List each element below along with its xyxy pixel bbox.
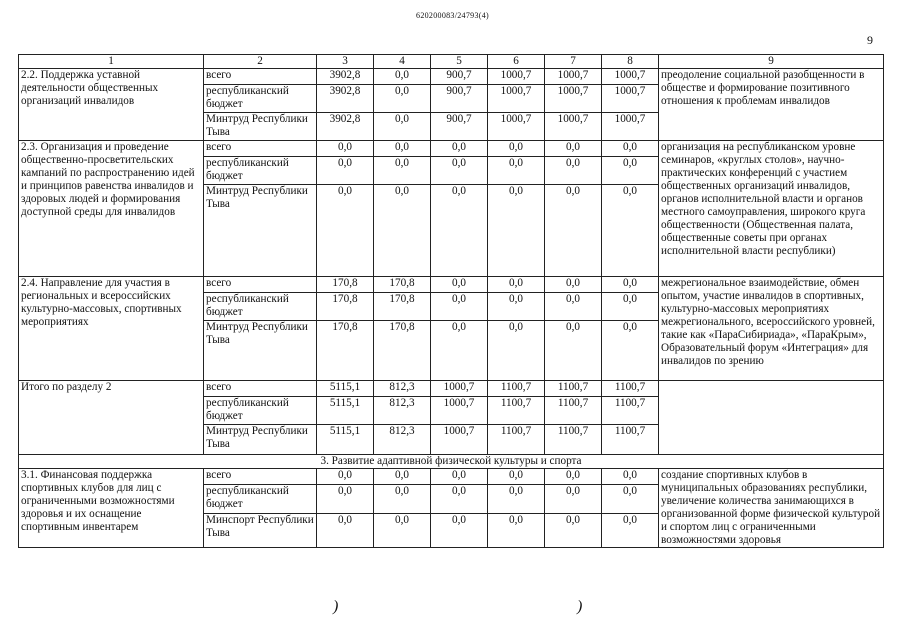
column-number: 3 bbox=[317, 55, 374, 69]
amount-cell: 3902,8 bbox=[317, 85, 374, 113]
table-row bbox=[19, 69, 884, 85]
amount-cell: 0,0 bbox=[374, 85, 431, 113]
column-number: 5 bbox=[431, 55, 488, 69]
amount-cell: 900,7 bbox=[431, 85, 488, 113]
section-title: 3. Развитие адаптивной физической культуры и спорта bbox=[19, 455, 884, 469]
handwritten-mark: ) bbox=[577, 598, 583, 615]
amount-cell: 0,0 bbox=[374, 113, 431, 141]
funding-source: Минтруд Республики Тыва bbox=[204, 321, 317, 381]
amount-cell: 0,0 bbox=[488, 293, 545, 321]
table-row bbox=[19, 381, 884, 397]
amount-cell: 1100,7 bbox=[545, 425, 602, 455]
amount-cell: 1000,7 bbox=[545, 69, 602, 85]
amount-cell: 1100,7 bbox=[545, 397, 602, 425]
amount-cell: 812,3 bbox=[374, 381, 431, 397]
amount-cell: 900,7 bbox=[431, 113, 488, 141]
amount-cell: 0,0 bbox=[374, 157, 431, 185]
amount-cell: 1000,7 bbox=[488, 113, 545, 141]
funding-source: Минспорт Республики Тыва bbox=[204, 514, 317, 548]
activity-title: Итого по разделу 2 bbox=[19, 381, 204, 455]
amount-cell: 0,0 bbox=[431, 485, 488, 514]
amount-cell: 0,0 bbox=[488, 141, 545, 157]
amount-cell: 0,0 bbox=[488, 514, 545, 548]
amount-cell: 0,0 bbox=[431, 469, 488, 485]
amount-cell: 1100,7 bbox=[488, 381, 545, 397]
funding-source: всего bbox=[204, 469, 317, 485]
funding-source: республиканский бюджет bbox=[204, 485, 317, 514]
column-number: 7 bbox=[545, 55, 602, 69]
funding-source: Минтруд Республики Тыва bbox=[204, 113, 317, 141]
activity-title: 2.2. Поддержка уставной деятельности общественных организаций инвалидов bbox=[19, 69, 204, 141]
funding-source: всего bbox=[204, 381, 317, 397]
amount-cell: 0,0 bbox=[602, 157, 659, 185]
column-number: 2 bbox=[204, 55, 317, 69]
amount-cell: 0,0 bbox=[431, 157, 488, 185]
funding-source: всего bbox=[204, 277, 317, 293]
expected-result bbox=[659, 381, 884, 455]
column-number: 4 bbox=[374, 55, 431, 69]
amount-cell: 0,0 bbox=[545, 157, 602, 185]
amount-cell: 3902,8 bbox=[317, 113, 374, 141]
amount-cell: 0,0 bbox=[431, 321, 488, 381]
amount-cell: 0,0 bbox=[431, 277, 488, 293]
table-row bbox=[19, 277, 884, 293]
amount-cell: 1100,7 bbox=[488, 425, 545, 455]
amount-cell: 0,0 bbox=[374, 141, 431, 157]
document-id: 620200083/24793(4) bbox=[416, 11, 489, 20]
amount-cell: 0,0 bbox=[545, 185, 602, 277]
amount-cell: 0,0 bbox=[602, 185, 659, 277]
activity-title: 2.3. Организация и проведение общественно-просветительских кампаний по распространению идей и принципов равенства инвалидов и здоровых людей и формирования доступной среды для инвалидов bbox=[19, 141, 204, 277]
amount-cell: 900,7 bbox=[431, 69, 488, 85]
amount-cell: 1100,7 bbox=[545, 381, 602, 397]
amount-cell: 0,0 bbox=[602, 469, 659, 485]
amount-cell: 170,8 bbox=[317, 277, 374, 293]
amount-cell: 1000,7 bbox=[545, 85, 602, 113]
amount-cell: 0,0 bbox=[488, 157, 545, 185]
column-number: 1 bbox=[19, 55, 204, 69]
amount-cell: 812,3 bbox=[374, 425, 431, 455]
amount-cell: 0,0 bbox=[431, 293, 488, 321]
amount-cell: 1100,7 bbox=[488, 397, 545, 425]
column-number: 8 bbox=[602, 55, 659, 69]
funding-source: республиканский бюджет bbox=[204, 397, 317, 425]
column-number: 6 bbox=[488, 55, 545, 69]
expected-result: создание спортивных клубов в муниципальных образованиях республики, увеличение количества занимающихся в организованной форме физической культурой и спортом лиц с ограниченными возможностями здоровья bbox=[659, 469, 884, 548]
funding-source: республиканский бюджет bbox=[204, 293, 317, 321]
handwritten-mark: ) bbox=[333, 598, 339, 615]
amount-cell: 812,3 bbox=[374, 397, 431, 425]
amount-cell: 0,0 bbox=[431, 141, 488, 157]
funding-source: всего bbox=[204, 69, 317, 85]
funding-source: Минтруд Республики Тыва bbox=[204, 425, 317, 455]
section-row bbox=[19, 455, 884, 469]
amount-cell: 0,0 bbox=[317, 469, 374, 485]
amount-cell: 1000,7 bbox=[488, 69, 545, 85]
amount-cell: 0,0 bbox=[602, 293, 659, 321]
amount-cell: 0,0 bbox=[431, 514, 488, 548]
activity-title: 2.4. Направление для участия в региональных и всероссийских культурно-массовых, спортивных мероприятиях bbox=[19, 277, 204, 381]
amount-cell: 0,0 bbox=[602, 141, 659, 157]
amount-cell: 0,0 bbox=[317, 514, 374, 548]
expected-result: преодоление социальной разобщенности в обществе и формирование позитивного отношения к проблемам инвалидов bbox=[659, 69, 884, 141]
amount-cell: 5115,1 bbox=[317, 397, 374, 425]
amount-cell: 1000,7 bbox=[431, 425, 488, 455]
amount-cell: 0,0 bbox=[545, 321, 602, 381]
amount-cell: 3902,8 bbox=[317, 69, 374, 85]
funding-source: Минтруд Республики Тыва bbox=[204, 185, 317, 277]
amount-cell: 0,0 bbox=[374, 485, 431, 514]
amount-cell: 1100,7 bbox=[602, 397, 659, 425]
column-numbers-row bbox=[19, 55, 884, 69]
amount-cell: 0,0 bbox=[488, 321, 545, 381]
expected-result: организация на республиканском уровне семинаров, «круглых столов», научно-практических конференций с участием общественных организаций инвалидов, органов исполнительной власти и органов местного самоуправления, широкого круга общественности (Общественная палата, общественные советы при органах исполнительной власти республики) bbox=[659, 141, 884, 277]
amount-cell: 0,0 bbox=[317, 485, 374, 514]
amount-cell: 1000,7 bbox=[602, 69, 659, 85]
amount-cell: 0,0 bbox=[545, 277, 602, 293]
amount-cell: 0,0 bbox=[545, 485, 602, 514]
amount-cell: 0,0 bbox=[602, 277, 659, 293]
amount-cell: 0,0 bbox=[317, 185, 374, 277]
amount-cell: 0,0 bbox=[602, 321, 659, 381]
activity-title: 3.1. Финансовая поддержка спортивных клубов для лиц с ограниченными возможностями здоровья и их оснащение спортивным инвентарем bbox=[19, 469, 204, 548]
amount-cell: 0,0 bbox=[488, 277, 545, 293]
amount-cell: 170,8 bbox=[317, 321, 374, 381]
funding-source: республиканский бюджет bbox=[204, 157, 317, 185]
amount-cell: 0,0 bbox=[374, 514, 431, 548]
table-row bbox=[19, 469, 884, 485]
amount-cell: 1000,7 bbox=[602, 113, 659, 141]
amount-cell: 170,8 bbox=[317, 293, 374, 321]
amount-cell: 1000,7 bbox=[431, 397, 488, 425]
program-table bbox=[18, 54, 884, 548]
amount-cell: 0,0 bbox=[545, 293, 602, 321]
amount-cell: 0,0 bbox=[545, 469, 602, 485]
amount-cell: 1100,7 bbox=[602, 381, 659, 397]
funding-source: республиканский бюджет bbox=[204, 85, 317, 113]
amount-cell: 0,0 bbox=[545, 141, 602, 157]
amount-cell: 0,0 bbox=[374, 69, 431, 85]
amount-cell: 0,0 bbox=[602, 485, 659, 514]
amount-cell: 1000,7 bbox=[602, 85, 659, 113]
amount-cell: 5115,1 bbox=[317, 425, 374, 455]
amount-cell: 1000,7 bbox=[431, 381, 488, 397]
amount-cell: 0,0 bbox=[545, 514, 602, 548]
amount-cell: 0,0 bbox=[374, 469, 431, 485]
column-number: 9 bbox=[659, 55, 884, 69]
amount-cell: 0,0 bbox=[317, 157, 374, 185]
expected-result: межрегиональное взаимодействие, обмен опытом, участие инвалидов в спортивных, культурно-массовых мероприятиях межрегионального, всероссийского уровней, такие как «ПараСибириада», «ПараКрым», Образовательный форум «Интеграция» для инвалидов по зрению bbox=[659, 277, 884, 381]
amount-cell: 0,0 bbox=[374, 185, 431, 277]
amount-cell: 170,8 bbox=[374, 293, 431, 321]
amount-cell: 0,0 bbox=[317, 141, 374, 157]
amount-cell: 5115,1 bbox=[317, 381, 374, 397]
amount-cell: 0,0 bbox=[488, 469, 545, 485]
page-number: 9 bbox=[867, 33, 873, 47]
amount-cell: 0,0 bbox=[488, 485, 545, 514]
amount-cell: 1000,7 bbox=[545, 113, 602, 141]
amount-cell: 170,8 bbox=[374, 321, 431, 381]
amount-cell: 1000,7 bbox=[488, 85, 545, 113]
amount-cell: 170,8 bbox=[374, 277, 431, 293]
amount-cell: 0,0 bbox=[602, 514, 659, 548]
amount-cell: 0,0 bbox=[488, 185, 545, 277]
table-row bbox=[19, 141, 884, 157]
amount-cell: 1100,7 bbox=[602, 425, 659, 455]
amount-cell: 0,0 bbox=[431, 185, 488, 277]
funding-source: всего bbox=[204, 141, 317, 157]
